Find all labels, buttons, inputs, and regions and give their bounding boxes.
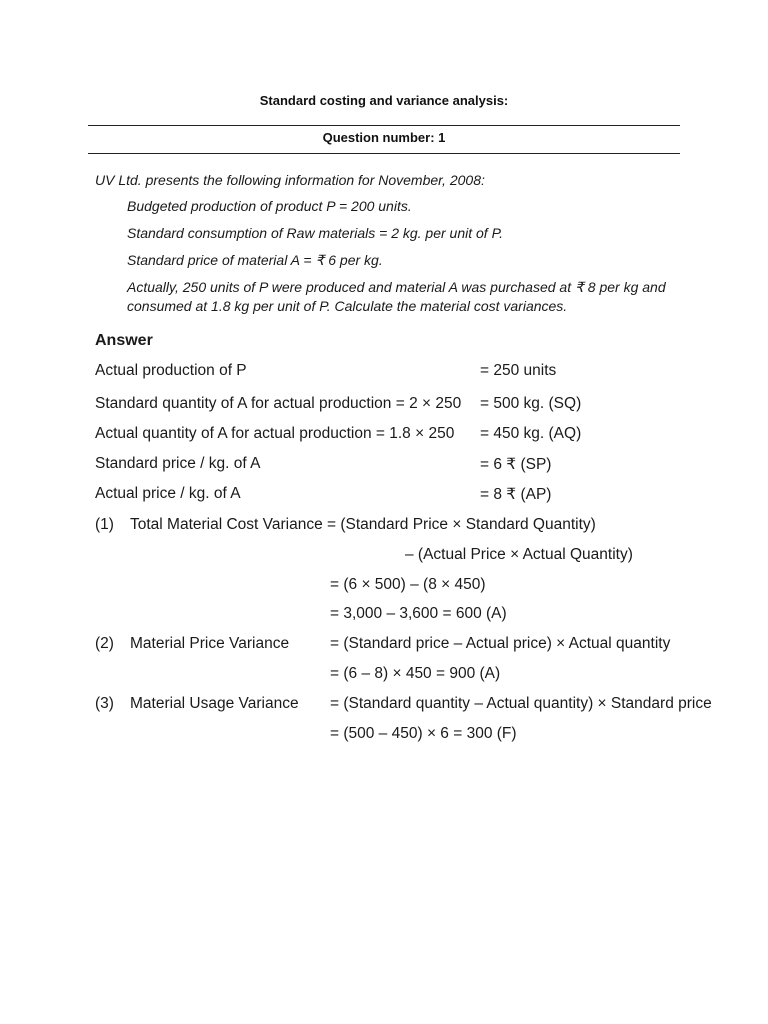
fact-label: Actual quantity of A for actual production = 1.8 × 250 — [95, 425, 455, 442]
fact-value: = 250 units — [480, 362, 557, 379]
fact-label: Actual price / kg. of A — [95, 485, 241, 502]
variance-number: (1) — [95, 516, 114, 533]
question-item: Standard consumption of Raw materials = 2 kg. per unit of P. — [127, 225, 504, 241]
document-title: Standard costing and variance analysis: — [259, 93, 509, 108]
variance-name: Material Price Variance — [130, 635, 290, 652]
fact-label: Standard quantity of A for actual production = 2 × 250 — [95, 395, 462, 412]
variance-number: (2) — [95, 635, 114, 652]
variance-line: = (Standard price – Actual price) × Actual quantity — [330, 635, 671, 652]
fact-value: = 500 kg. (SQ) — [480, 395, 582, 412]
variance-number: (3) — [95, 695, 114, 712]
fact-label: Standard price / kg. of A — [95, 455, 261, 472]
variance-line: = (Standard quantity – Actual quantity) × Standard price — [330, 695, 712, 712]
variance-line: – (Actual Price × Actual Quantity) — [405, 546, 633, 563]
question-number: Question number: 1 — [322, 130, 446, 145]
variance-line: = (500 – 450) × 6 = 300 (F) — [330, 725, 517, 742]
variance-name: Total Material Cost Variance = (Standard Price × Standard Quantity) — [130, 516, 596, 533]
variance-line: = 3,000 – 3,600 = 600 (A) — [330, 605, 507, 622]
fact-value: = 6 ₹ (SP) — [480, 456, 552, 473]
fact-value: = 450 kg. (AQ) — [480, 425, 582, 442]
fact-value: = 8 ₹ (AP) — [480, 486, 552, 503]
bottom-rule — [88, 153, 680, 154]
fact-label: Actual production of P — [95, 362, 247, 379]
question-item: Actually, 250 units of P were produced and material A was purchased at ₹ 8 per kg and consumed at 1.8 kg per unit of P. Calculate the material cost variances. — [127, 279, 666, 314]
question-item: Budgeted production of product P = 200 units. — [127, 198, 412, 214]
answer-heading: Answer — [95, 332, 153, 349]
variance-line: = (6 × 500) – (8 × 450) — [330, 576, 486, 593]
question-intro: UV Ltd. presents the following information for November, 2008: — [95, 172, 485, 188]
question-item: Standard price of material A = ₹ 6 per kg. — [127, 252, 383, 268]
variance-line: = (6 – 8) × 450 = 900 (A) — [330, 665, 501, 682]
variance-name: Material Usage Variance — [130, 695, 299, 712]
top-rule — [88, 125, 680, 126]
